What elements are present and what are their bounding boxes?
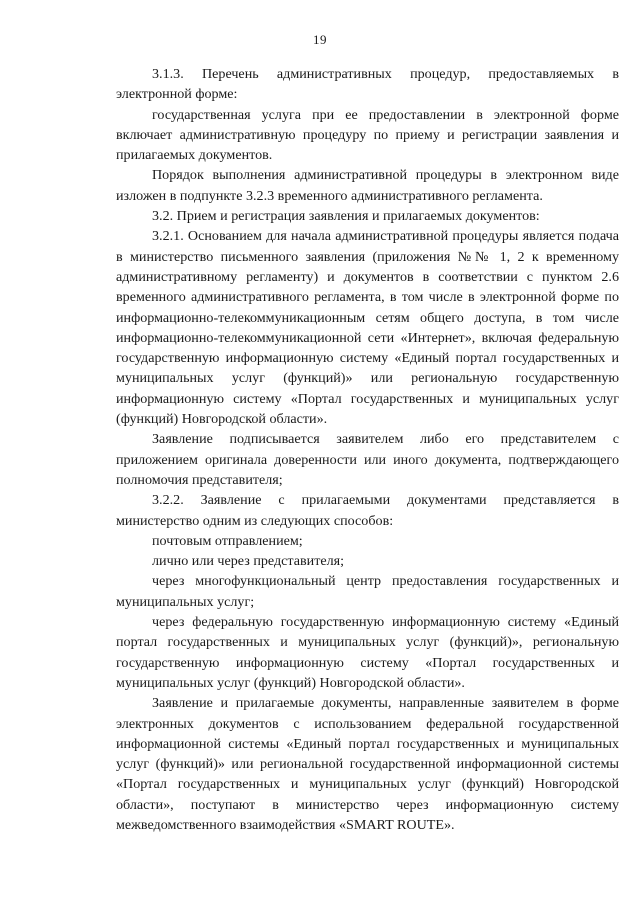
paragraph-3-2-1: 3.2.1. Основанием для начала административной процедуры является подача в министерство письменного заявления (приложения №№ 1, 2 к временному административному регламенту) и документов в соответствии с пунктом 2.6 временного административного регламента, в том числе в электронной форме по информационно-телекоммуникационным сетям общего доступа, в том числе информационно-телекоммуникационной сети «Интернет», включая федеральную государственную информационную систему «Единый портал государственных и муниципальных услуг (функций)» или региональную государственную информационную систему «Портал государственных и муниципальных услуг (функций) Новгородской области». bbox=[116, 228, 619, 428]
list-item-portal: через федеральную государственную информационную систему «Единый портал государственных и муниципальных услуг (функций)», региональную государственную информационную систему «Портал государственных и муниципальных услуг (функций) Новгородской области». bbox=[116, 614, 619, 691]
paragraph-procedure-order: Порядок выполнения административной процедуры в электронном виде изложен в подпункте 3.2.3 временного административного регламента. bbox=[116, 167, 619, 204]
heading-3-2: 3.2. Прием и регистрация заявления и прилагаемых документов: bbox=[152, 208, 540, 225]
list-item-postal: почтовым отправлением; bbox=[152, 532, 303, 549]
list-item-mfc: через многофункциональный центр предоставления государственных и муниципальных услуг; bbox=[116, 573, 619, 610]
paragraph-3-2-2: 3.2.2. Заявление с прилагаемыми документами представляется в министерство одним из следующих способов: bbox=[116, 492, 619, 529]
paragraph-3-1-3: 3.1.3. Перечень административных процедур, предоставляемых в электронной форме: bbox=[116, 66, 619, 103]
paragraph-electronic-service: государственная услуга при ее предоставлении в электронной форме включает административную процедуру по приему и регистрации заявления и прилагаемых документов. bbox=[116, 106, 619, 164]
paragraph-electronic-documents: Заявление и прилагаемые документы, направленные заявителем в форме электронных документов с использованием федеральной государственной информационной системы «Единый портал государственных и муниципальных услуг (функций)» или региональной государственной информационной системы «Портал государственных и муниципальных услуг (функций) Новгородской области», поступают в министерство через информационную систему межведомственного взаимодействия «SMART ROUTE». bbox=[116, 695, 619, 833]
page-number: 19 bbox=[313, 32, 327, 47]
document-body bbox=[116, 64, 619, 835]
list-item-in-person: лично или через представителя; bbox=[152, 553, 345, 570]
paragraph-signature: Заявление подписывается заявителем либо его представителем с приложением оригинала доверенности или иного документа, подтверждающего полномочия представителя; bbox=[116, 431, 619, 488]
